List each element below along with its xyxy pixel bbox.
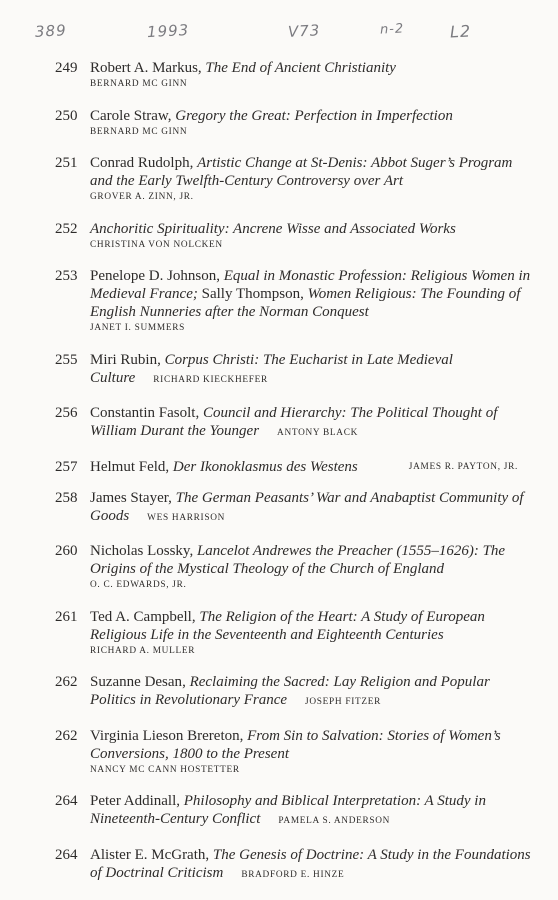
reviewer-name: BRADFORD E. HINZE: [241, 869, 345, 880]
book-title: Anchoritic Spirituality: Ancrene Wisse and Associated Works: [90, 220, 456, 237]
book-author: Ted A. Campbell: [90, 608, 192, 625]
page-number: 249: [55, 60, 78, 76]
book-title: From Sin to Salvation: Stories of Women’s Conversions, 1800 to the Present: [90, 727, 501, 762]
reviewer-name: BERNARD MC GINN: [90, 79, 188, 89]
annotation-code: L2: [449, 21, 472, 42]
book-title: Lancelot Andrewes the Preacher (1555–1626): The Origins of the Mystical Theology of the Church of England: [90, 543, 506, 577]
book-author: Penelope D. Johnson: [90, 268, 217, 284]
reviewer-name: RICHARD A. MULLER: [90, 645, 196, 656]
reviewer-name: GROVER A. ZINN, JR.: [90, 192, 194, 202]
reviewer-name: WES HARRISON: [147, 512, 226, 523]
reviewer-name: JAMES R. PAYTON, JR.: [408, 461, 518, 472]
review-entry: 255 Miri Rubin, Corpus Christi: The Eucharist in Late Medieval Culture RICHARD KIECKHEFER: [55, 351, 453, 386]
book-title: The German Peasants’ War and Anabaptist Community of Goods: [90, 489, 524, 524]
reviewer-name: O. C. EDWARDS, JR.: [90, 580, 187, 590]
book-title: Philosophy and Biblical Interpretation: A Study in Nineteenth-Century Conflict: [90, 793, 486, 827]
review-entry: 256 Constantin Fasolt, Council and Hierarchy: The Political Thought of William Durant the Younger ANTONY BLACK: [55, 405, 498, 439]
book-author: Conrad Rudolph: [90, 155, 190, 171]
book-author-2: Sally Thompson: [201, 286, 301, 302]
book-title: Der Ikonoklasmus des Westens: [172, 458, 358, 475]
book-title: The Religion of the Heart: A Study of European Religious Life in the Seventeenth and Eighteenth Centuries: [90, 608, 485, 643]
page-number: 256: [55, 405, 78, 421]
page-number: 258: [55, 489, 78, 506]
reviewer-name: JOSEPH FITZER: [305, 697, 382, 707]
book-author: Virginia Lieson Brereton: [90, 727, 240, 744]
book-title: The Genesis of Doctrine: A Study in the Foundations of Doctrinal Criticism: [90, 846, 531, 881]
page-number: 264: [55, 846, 78, 863]
review-entry: 249 Robert A. Markus, The End of Ancient Christianity BERNARD MC GINN: [0, 59, 558, 91]
page-number: 257: [55, 458, 78, 475]
annotation-number: 389: [34, 21, 68, 41]
page-number: 260: [55, 543, 78, 559]
review-entry: [0, 220, 558, 252]
page-number: 255: [55, 351, 78, 368]
book-author: Robert A. Markus: [90, 60, 198, 76]
book-author: Constantin Fasolt: [90, 405, 196, 421]
page-number: 250: [55, 107, 78, 124]
annotation-issue: n-2: [379, 21, 405, 38]
reviewer-name: BERNARD MC GINN: [90, 126, 188, 137]
page-number: 253: [55, 268, 78, 284]
reviewer-name: PAMELA S. ANDERSON: [278, 816, 391, 826]
reviewer-name: ANTONY BLACK: [277, 428, 359, 438]
review-contents-list: [0, 59, 558, 899]
review-entry: 264 Alister E. McGrath, The Genesis of Doctrine: A Study in the Foundations of Doctrinal Criticism BRADFORD E. HINZE: [55, 846, 531, 881]
book-author: Suzanne Desan: [90, 674, 183, 690]
page-number: 262: [55, 674, 78, 690]
page-number: 261: [55, 608, 78, 625]
book-author: Alister E. McGrath: [90, 846, 206, 863]
book-author: James Stayer: [90, 489, 169, 506]
book-title: Gregory the Great: Perfection in Imperfection: [175, 107, 453, 124]
review-entry: 264 Peter Addinall, Philosophy and Biblical Interpretation: A Study in Nineteenth-Century Conflict PAMELA S. ANDERSON: [55, 793, 486, 827]
book-author: Carole Straw: [90, 107, 168, 124]
review-entry: 258 James Stayer, The German Peasants’ War and Anabaptist Community of Goods WES HARRISON: [55, 489, 524, 524]
book-title-2: Women Religious: The Founding of English Nunneries after the Norman Conquest: [90, 286, 521, 320]
page-number: 252: [55, 220, 78, 237]
book-title: Council and Hierarchy: The Political Thought of William Durant the Younger: [90, 405, 498, 439]
book-author: Nicholas Lossky: [90, 543, 190, 559]
book-author: Helmut Feld: [90, 458, 166, 475]
review-entry: 257 Helmut Feld, Der Ikonoklasmus des Westens JAMES R. PAYTON, JR.: [55, 458, 518, 475]
review-entry: 251 Conrad Rudolph, Artistic Change at St-Denis: Abbot Suger’s Program and the Early Twelfth-Century Controversy over Art GROVER A. ZINN, JR.: [0, 154, 558, 204]
book-title: The End of Ancient Christianity: [205, 60, 396, 76]
handwritten-annotations: [0, 22, 558, 52]
reviewer-name: JANET I. SUMMERS: [90, 323, 185, 333]
annotation-year: 1993: [146, 20, 190, 42]
page-number: 264: [55, 793, 78, 809]
book-title: Reclaiming the Sacred: Lay Religion and Popular Politics in Revolutionary France: [90, 674, 490, 708]
book-title: Corpus Christi: The Eucharist in Late Medieval Culture: [90, 351, 453, 386]
review-entry: 261 Ted A. Campbell, The Religion of the Heart: A Study of European Religious Life in the Seventeenth and Eighteenth Centuries RICHARD A. MULLER: [0, 608, 558, 658]
book-title: Artistic Change at St-Denis: Abbot Suger’s Program and the Early Twelfth-Century Controversy over Art: [90, 155, 513, 189]
book-author: Miri Rubin: [90, 351, 158, 368]
review-entry: 262 Suzanne Desan, Reclaiming the Sacred: Lay Religion and Popular Politics in Revolutionary France JOSEPH FITZER: [55, 674, 490, 708]
page-number: 251: [55, 155, 78, 171]
review-entry: 253 Penelope D. Johnson, Equal in Monastic Profession: Religious Women in Medieval France; Sally Thompson, Women Religious: The Founding of English Nunneries after the Norman Conquest JANET I. SUMMERS: [0, 267, 558, 335]
book-title: Equal in Monastic Profession: Religious Women in Medieval France;: [90, 268, 531, 302]
page-number: 262: [55, 727, 78, 744]
book-author: Peter Addinall: [90, 793, 177, 809]
reviewer-name: RICHARD KIECKHEFER: [153, 374, 268, 385]
reviewer-name: NANCY MC CANN HOSTETTER: [90, 764, 240, 775]
annotation-volume: V73: [287, 21, 321, 41]
review-entry: 260 Nicholas Lossky, Lancelot Andrewes the Preacher (1555–1626): The Origins of the Mystical Theology of the Church of England O. C. EDWARDS, JR.: [0, 542, 558, 592]
review-entry: 262 Virginia Lieson Brereton, From Sin to Salvation: Stories of Women’s Conversions, 1800 to the Present NANCY MC CANN HOSTETTER: [0, 727, 558, 777]
review-entry: 250 Carole Straw, Gregory the Great: Perfection in Imperfection BERNARD MC GINN: [0, 107, 558, 139]
reviewer-name: CHRISTINA VON NOLCKEN: [90, 239, 223, 250]
